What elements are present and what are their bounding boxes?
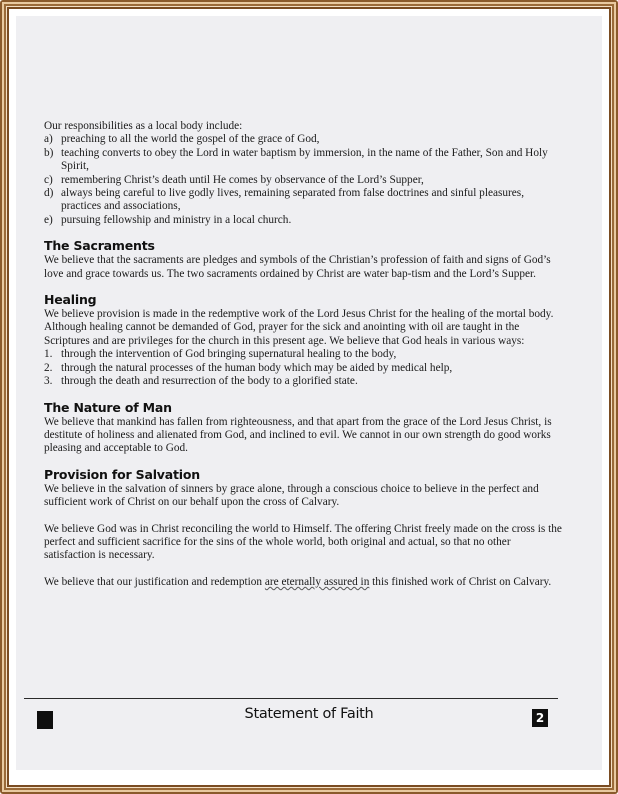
list-item bbox=[44, 348, 564, 361]
list-item bbox=[44, 133, 564, 146]
heading-nature-of-man: The Nature of Man bbox=[44, 399, 172, 415]
list-item-text: pursuing fellowship and ministry in a local church. bbox=[61, 213, 292, 226]
list-marker: d) bbox=[44, 187, 54, 200]
list-item bbox=[44, 174, 564, 187]
footer-divider bbox=[24, 698, 558, 699]
heading-provision-for-salvation: Provision for Salvation bbox=[44, 466, 200, 482]
list-item-text: preaching to all the world the gospel of the grace of God, bbox=[61, 133, 320, 146]
paragraph-text: this finished work of Christ on Calvary. bbox=[369, 575, 552, 588]
list-marker: b) bbox=[44, 146, 54, 159]
paragraph-text: We believe that our justification and redemption bbox=[44, 575, 265, 588]
list-item-text: teaching converts to obey the Lord in water baptism by immersion, in the name of the Father, Son and Holy Spirit, bbox=[61, 146, 548, 173]
list-item-text: always being careful to live godly lives, remaining separated from false doctrines and sinful pleasures, practices and associations, bbox=[61, 187, 525, 213]
list-item-text: through the death and resurrection of the body to a glorified state. bbox=[61, 375, 358, 388]
list-marker: c) bbox=[44, 173, 53, 186]
list-marker: 2. bbox=[44, 361, 53, 374]
responsibilities-intro: Our responsibilities as a local body include: bbox=[44, 120, 243, 132]
healing-body: We believe provision is made in the redemptive work of the Lord Jesus Christ for the healing of the mortal body. Although healing cannot be demanded of God, prayer for the sick and anointing with oil are taught in the Scriptures and are privileges for the church in this present age. We believe that God heals in various ways: bbox=[44, 308, 554, 347]
list-marker: e) bbox=[44, 213, 53, 226]
list-item-text: remembering Christ’s death until He comes by observance of the Lord’s Supper, bbox=[61, 173, 424, 186]
list-item bbox=[44, 187, 564, 214]
list-item bbox=[44, 362, 564, 375]
list-item-text: through the natural processes of the human body which may be aided by medical help, bbox=[61, 361, 453, 374]
sacraments-body: We believe that the sacraments are pledges and symbols of the Christian’s profession of faith and signs of God’s love and grace towards us. The two sacraments ordained by Christ are water bap-tism and the Lord’s Supper. bbox=[44, 254, 551, 280]
nature-of-man-body: We believe that mankind has fallen from righteousness, and that apart from the grace of the Lord Jesus Christ, is destitute of holiness and alienated from God, and inclined to evil. We cannot in our own strength do good works pleasing and acceptable to God. bbox=[44, 415, 552, 455]
handwritten-underline-phrase: are eternally assured in bbox=[264, 575, 370, 588]
list-item bbox=[44, 214, 564, 227]
list-item bbox=[44, 375, 564, 388]
heading-sacraments: The Sacraments bbox=[44, 238, 155, 254]
healing-ways-list bbox=[44, 348, 564, 388]
page-number-badge: 2 bbox=[532, 709, 548, 727]
list-marker: 3. bbox=[44, 375, 53, 388]
salvation-paragraph-3 bbox=[44, 576, 564, 589]
footer-title: Statement of Faith bbox=[244, 706, 374, 722]
salvation-paragraph-1: We believe in the salvation of sinners by grace alone, through a conscious choice to believe in the perfect and sufficient work of Christ on our behalf upon the cross of Calvary. bbox=[44, 482, 539, 509]
document-body bbox=[44, 120, 564, 589]
list-marker: 1. bbox=[44, 348, 53, 361]
responsibilities-list bbox=[44, 133, 564, 227]
list-item bbox=[44, 147, 564, 174]
salvation-paragraph-2: We believe God was in Christ reconciling the world to Himself. The offering Christ freely made on the cross is the perfect and sufficient sacrifice for the sins of the whole world, both original and actual, so that no other satisfaction is necessary. bbox=[44, 522, 562, 562]
list-marker: a) bbox=[44, 133, 53, 146]
list-item-text: through the intervention of God bringing supernatural healing to the body, bbox=[61, 348, 397, 361]
heading-healing: Healing bbox=[44, 292, 97, 308]
